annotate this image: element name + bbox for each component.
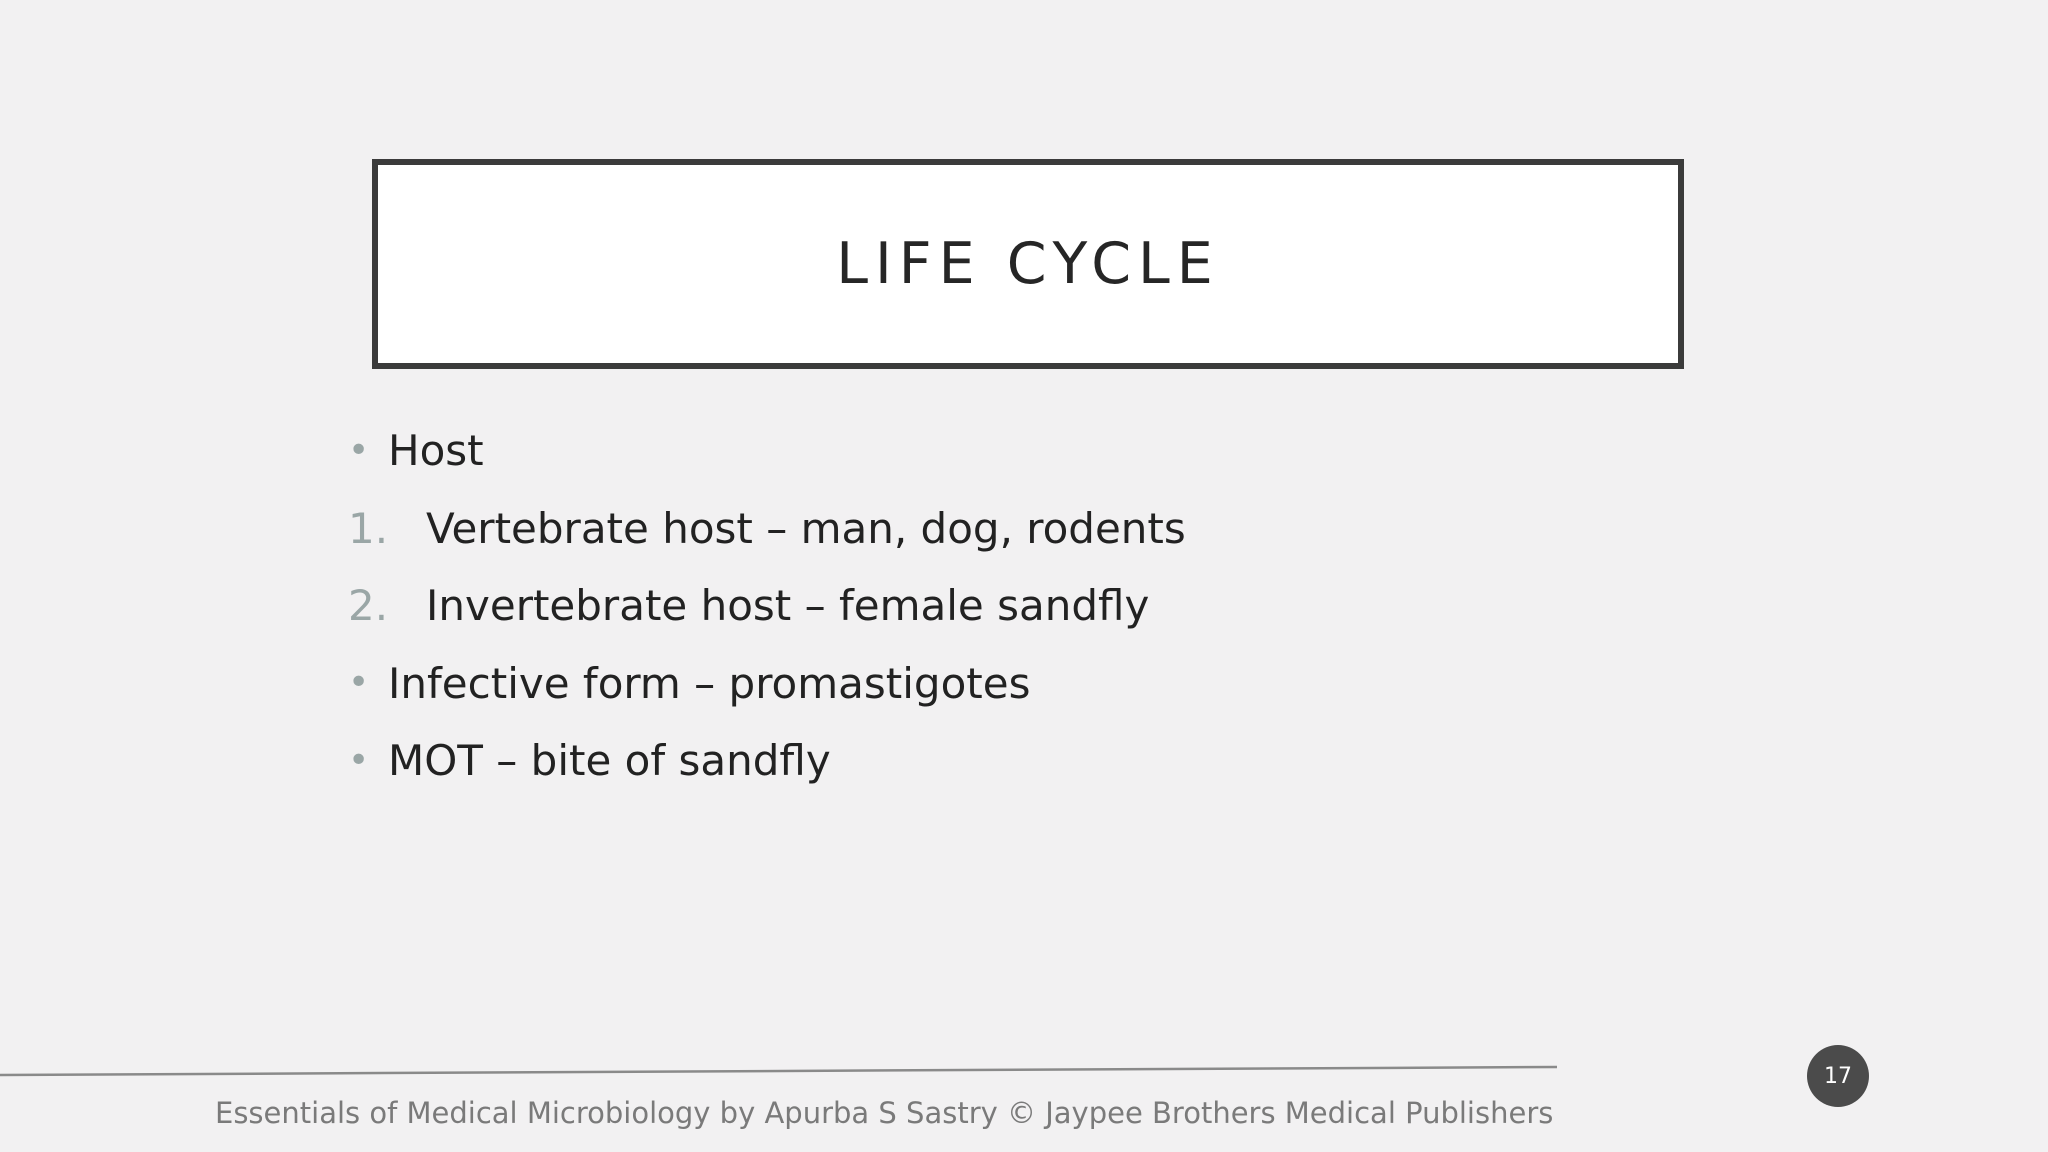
- number-marker: 2.: [348, 581, 389, 631]
- list-item-text: Infective form – promastigotes: [388, 658, 1031, 708]
- bullet-marker: •: [348, 429, 370, 471]
- page-number-badge: [1807, 1045, 1869, 1107]
- list-item-text: Vertebrate host – man, dog, rodents: [426, 503, 1186, 553]
- list-item: [348, 490, 1748, 568]
- page-number: 17: [1824, 1063, 1852, 1089]
- list-item-text: Invertebrate host – female sandfly: [426, 581, 1150, 631]
- bullet-list: [348, 412, 1748, 800]
- list-item: [348, 645, 1748, 723]
- list-item-text: MOT – bite of sandfly: [388, 736, 831, 786]
- slide-title: LIFE CYCLE: [836, 231, 1220, 297]
- number-marker: 1.: [348, 503, 389, 553]
- list-item: [348, 722, 1748, 800]
- footer-citation: Essentials of Medical Microbiology by Apurba S Sastry © Jaypee Brothers Medical Publishers: [215, 1096, 1554, 1130]
- bullet-marker: •: [348, 662, 370, 704]
- list-item-text: Host: [388, 426, 484, 476]
- list-item: [348, 567, 1748, 645]
- title-box: [372, 159, 1684, 369]
- list-item: [348, 412, 1748, 490]
- bullet-marker: •: [348, 739, 370, 781]
